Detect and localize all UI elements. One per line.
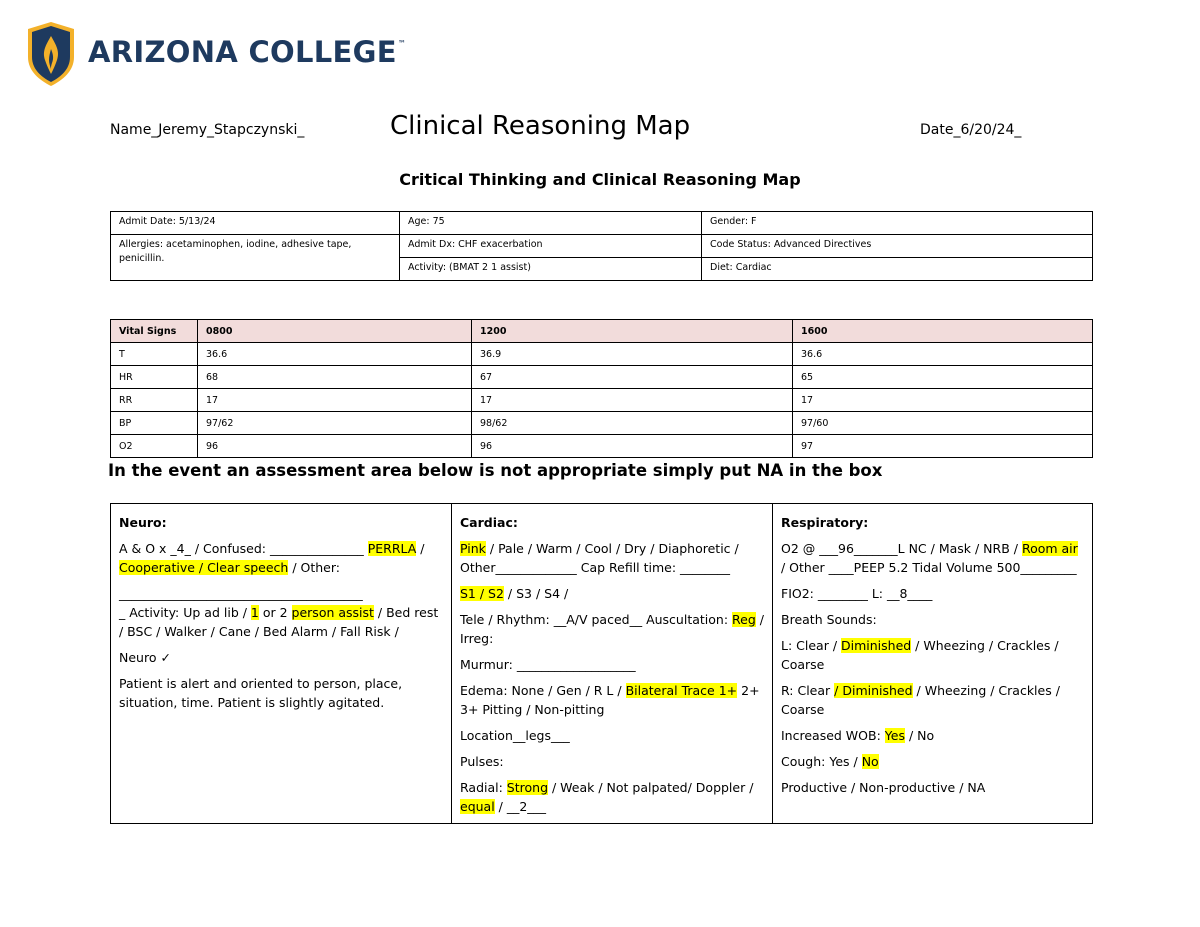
shield-flame-icon [26, 21, 76, 87]
admit-date-cell: Admit Date: 5/13/24 [111, 212, 400, 235]
page-subtitle: Critical Thinking and Clinical Reasoning Map [399, 170, 801, 189]
vitals-value: 17 [198, 389, 472, 412]
neuro-activity: _______________________________________ _ Activity: Up ad lib / 1 or 2 person assist / Bed rest / BSC / Walker / Cane / Bed Alarm / Fall Risk / [119, 586, 439, 639]
cardiac-edema: Edema: None / Gen / R L / Bilateral Trace 1+ 2+ 3+ Pitting / Non-pitting [460, 683, 760, 717]
neuro-check: Neuro ✓ [119, 650, 171, 665]
vitals-value: 36.6 [198, 343, 472, 366]
neuro-heading: Neuro: [119, 515, 167, 530]
cardiac-radial: Radial: Strong / Weak / Not palpated/ Doppler / equal / __2___ [460, 780, 754, 814]
resp-cough: Cough: Yes / No [781, 754, 879, 769]
cardiac-rhythm: Tele / Rhythm: __A/V paced__ Auscultation: Reg / Irreg: [460, 612, 764, 646]
cardiac-heart-sounds: S1 / S2 / S3 / S4 / [460, 586, 569, 601]
cardiac-cell [452, 504, 773, 824]
activity-cell: Activity: (BMAT 2 1 assist) [400, 258, 702, 281]
vitals-value: 98/62 [472, 412, 793, 435]
vitals-header-row [111, 320, 1093, 343]
vitals-value: 17 [793, 389, 1093, 412]
cardiac-location: Location__legs___ [460, 728, 570, 743]
vitals-row-hr [111, 366, 1093, 389]
cardiac-skin: Pink / Pale / Warm / Cool / Dry / Diaphoretic / Other_____________ Cap Refill time: ________ [460, 541, 739, 575]
resp-productive: Productive / Non-productive / NA [781, 780, 986, 795]
vitals-header-cell: 0800 [198, 320, 472, 343]
vitals-label: RR [111, 389, 198, 412]
vitals-header-cell: 1600 [793, 320, 1093, 343]
diet-cell: Diet: Cardiac [702, 258, 1093, 281]
vitals-label: BP [111, 412, 198, 435]
vitals-value: 97/60 [793, 412, 1093, 435]
vitals-label: O2 [111, 435, 198, 458]
page-title: Clinical Reasoning Map [390, 111, 691, 141]
vitals-row-t [111, 343, 1093, 366]
resp-left: L: Clear / Diminished / Wheezing / Crackles / Coarse [781, 638, 1059, 672]
admit-dx-cell: Admit Dx: CHF exacerbation [400, 235, 702, 258]
college-logo [26, 20, 406, 88]
vitals-value: 96 [472, 435, 793, 458]
college-name: ARIZONA COLLEGE™ [88, 35, 407, 69]
respiratory-cell [773, 504, 1093, 824]
report-date: Date_6/20/24_ [920, 122, 1022, 138]
vitals-value: 65 [793, 366, 1093, 389]
cardiac-murmur: Murmur: ___________________ [460, 657, 636, 672]
resp-fio2: FIO2: ________ L: __8____ [781, 586, 933, 601]
vitals-value: 97/62 [198, 412, 472, 435]
neuro-cell [111, 504, 452, 824]
cardiac-pulses: Pulses: [460, 754, 504, 769]
vitals-value: 36.9 [472, 343, 793, 366]
assessment-table [110, 503, 1093, 824]
instruction-notice: In the event an assessment area below is not appropriate simply put NA in the box [108, 461, 883, 480]
resp-wob: Increased WOB: Yes / No [781, 728, 935, 743]
neuro-orientation: A & O x _4_ / Confused: _______________ PERRLA / Cooperative / Clear speech / Other: [119, 541, 425, 575]
vitals-label: HR [111, 366, 198, 389]
vitals-header-cell: 1200 [472, 320, 793, 343]
vitals-row-rr [111, 389, 1093, 412]
vital-signs-table [110, 319, 1093, 458]
neuro-note: Patient is alert and oriented to person, place, situation, time. Patient is slightly agitated. [119, 676, 403, 710]
vitals-header-cell: Vital Signs [111, 320, 198, 343]
resp-heading: Respiratory: [781, 515, 869, 530]
resp-breath-sounds: Breath Sounds: [781, 612, 877, 627]
resp-oxygen: O2 @ ___96_______L NC / Mask / NRB / Room air / Other ____PEEP 5.2 Tidal Volume 500_________ [781, 541, 1078, 575]
vitals-value: 97 [793, 435, 1093, 458]
age-cell: Age: 75 [400, 212, 702, 235]
cardiac-heading: Cardiac: [460, 515, 518, 530]
vitals-value: 36.6 [793, 343, 1093, 366]
vitals-value: 96 [198, 435, 472, 458]
vitals-value: 67 [472, 366, 793, 389]
vitals-value: 68 [198, 366, 472, 389]
vitals-label: T [111, 343, 198, 366]
vitals-value: 17 [472, 389, 793, 412]
vitals-row-bp [111, 412, 1093, 435]
vitals-row-o2 [111, 435, 1093, 458]
gender-cell: Gender: F [702, 212, 1093, 235]
student-name: Name_Jeremy_Stapczynski_ [110, 122, 305, 138]
patient-info-table [110, 211, 1093, 281]
code-status-cell: Code Status: Advanced Directives [702, 235, 1093, 258]
allergies-cell: Allergies: acetaminophen, iodine, adhesive tape, penicillin. [111, 235, 400, 281]
resp-right: R: Clear / Diminished / Wheezing / Crackles / Coarse [781, 683, 1060, 717]
